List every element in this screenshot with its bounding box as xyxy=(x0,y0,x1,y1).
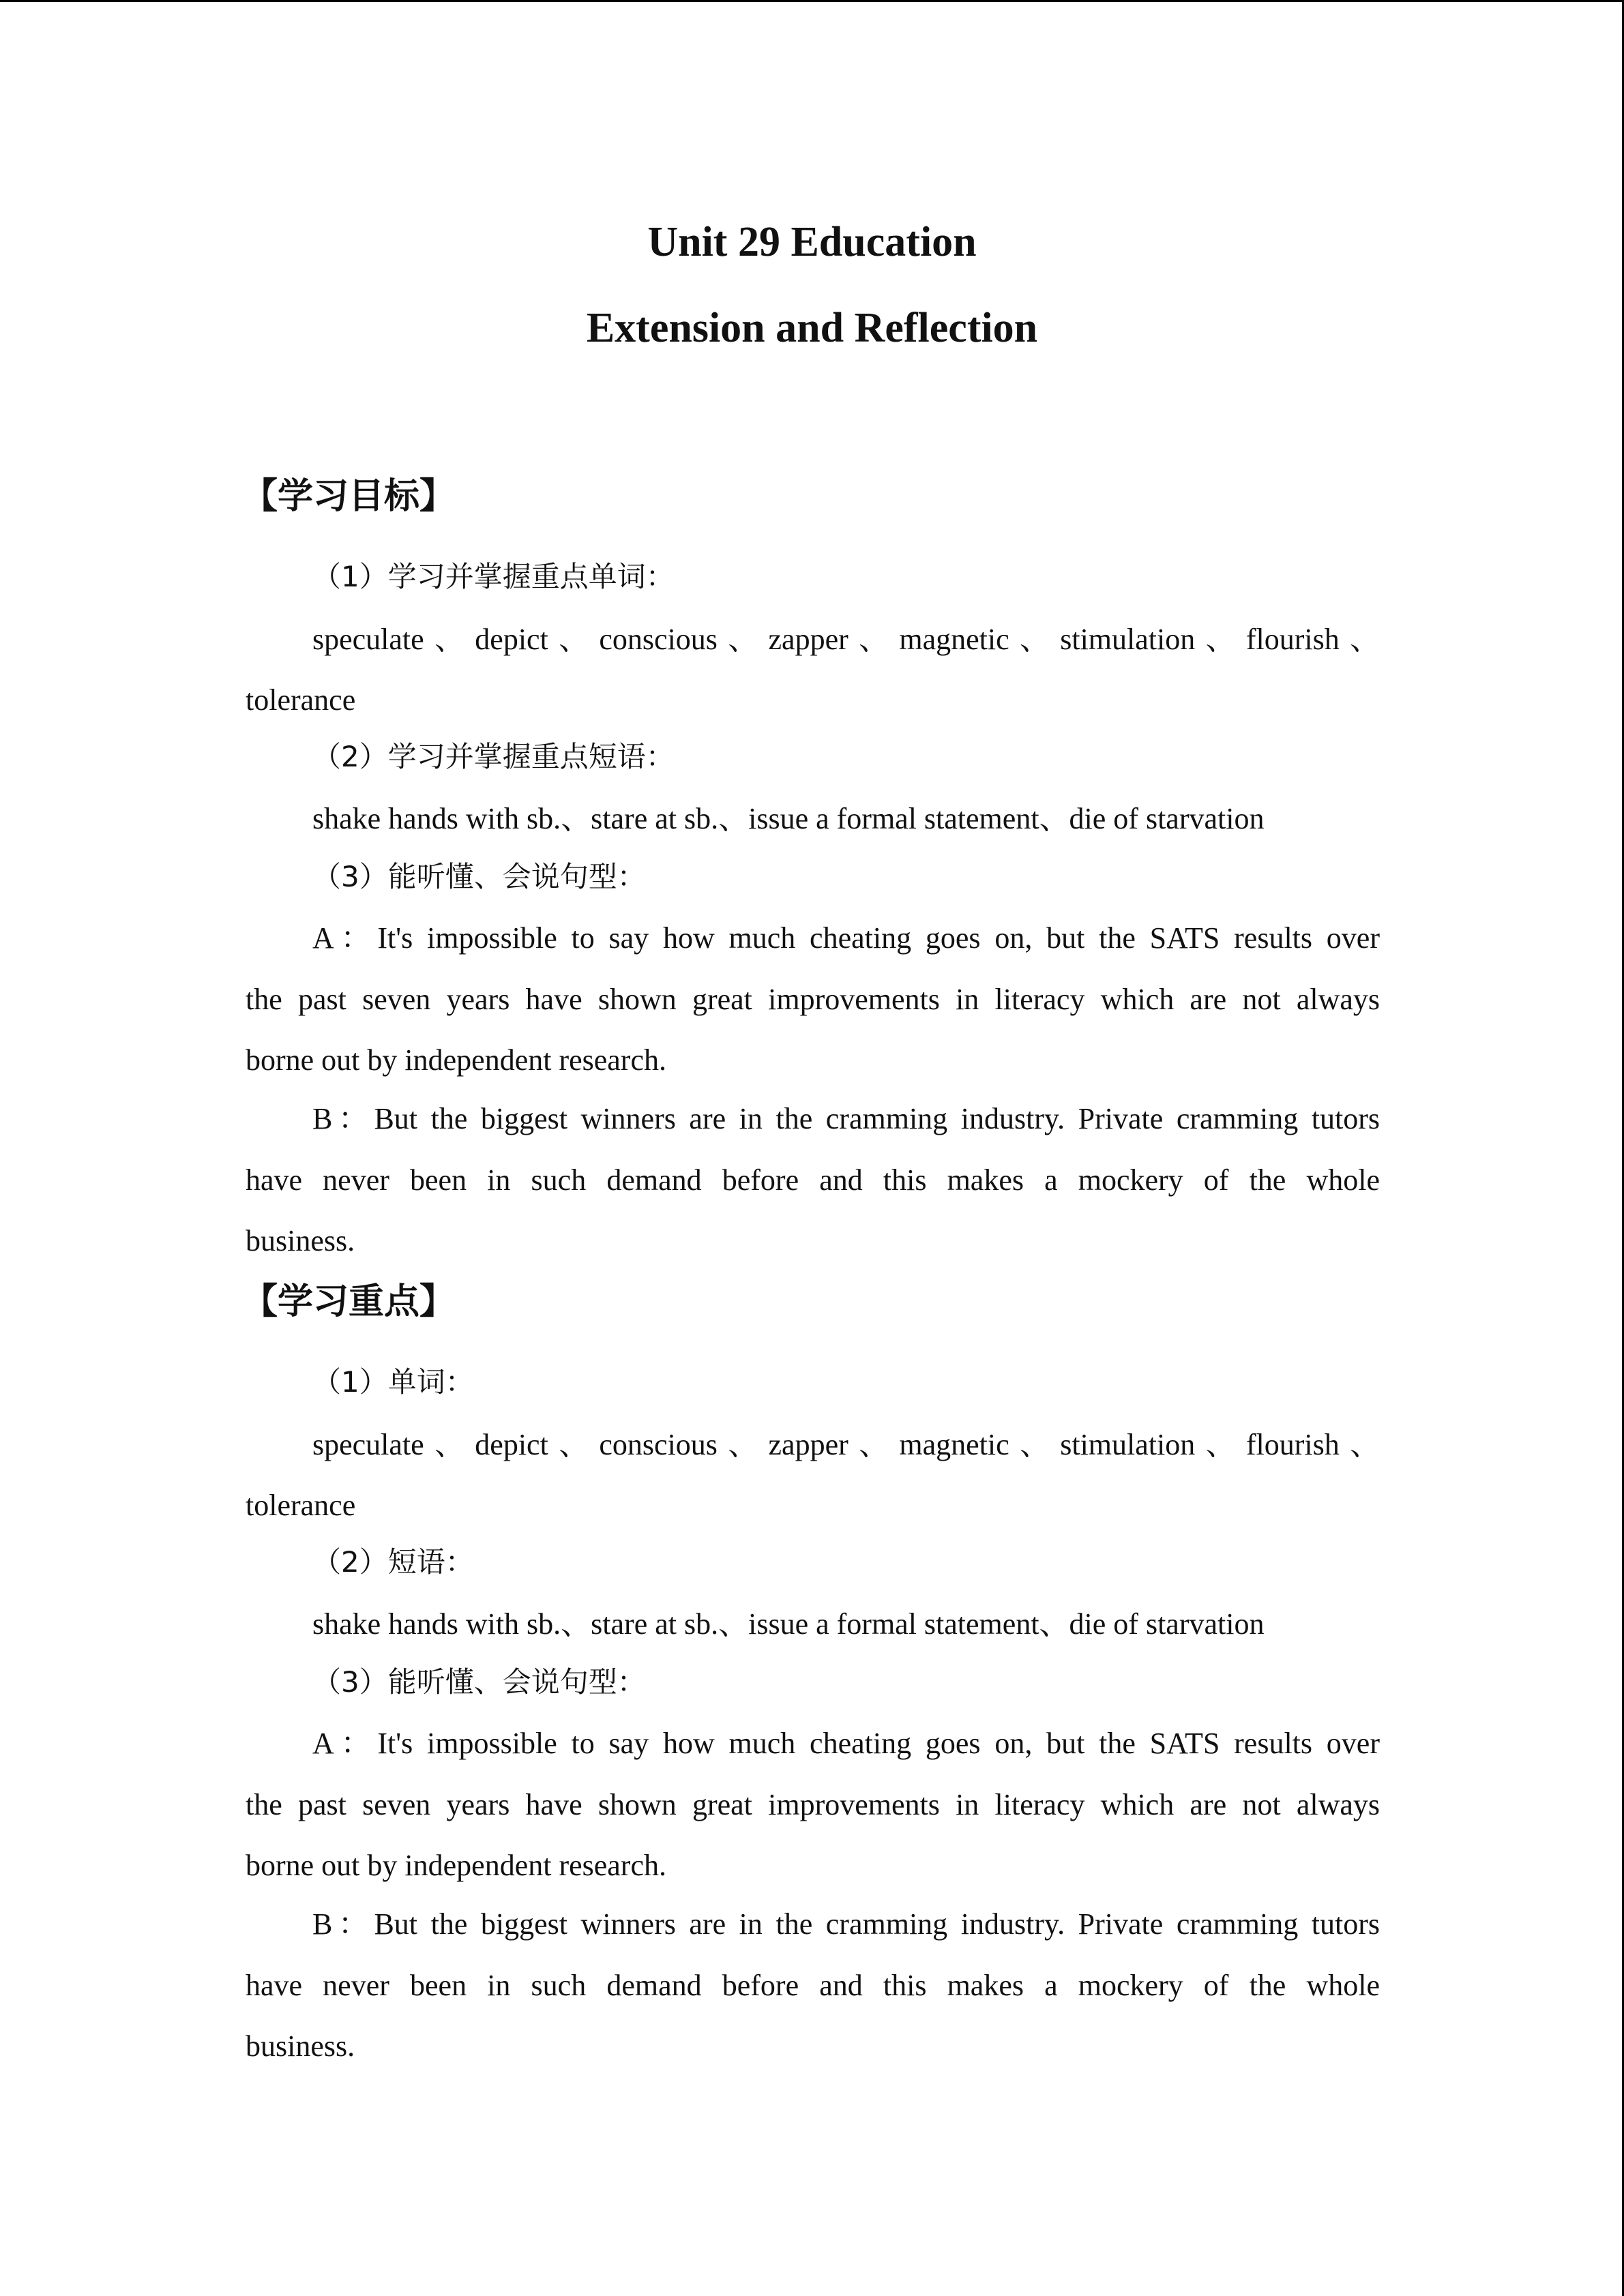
objectives-words-line1: speculate、depict、conscious、zapper、magnetic、stimulation、flourish、 xyxy=(312,623,1380,656)
objectives-phrases: shake hands with sb.、stare at sb.、issue a formal statement、die of starvation xyxy=(312,802,1265,835)
keypoints-sentence-a-line2: the past seven years have shown great improvements in literacy which are not always xyxy=(246,1788,1380,1821)
keypoints-sentence-b-line1: B：But the biggest winners are in the cramming industry. Private cramming tutors xyxy=(312,1907,1380,1941)
keypoints-sentence-a-line3: borne out by independent research. xyxy=(246,1849,666,1882)
objectives-sentence-a-line2: the past seven years have shown great improvements in literacy which are not always xyxy=(246,983,1380,1016)
keypoints-words-line2: tolerance xyxy=(246,1489,356,1522)
page-subtitle: Extension and Reflection xyxy=(586,305,1038,351)
objectives-sentence-b-line2: have never been in such demand before and this makes a mockery of the whole xyxy=(246,1163,1380,1197)
keypoints-item1-label: （1）单词： xyxy=(312,1365,474,1399)
keypoints-sentence-b-line3: business. xyxy=(246,2029,355,2063)
keypoints-words-line1: speculate、depict、conscious、zapper、magnetic、stimulation、flourish、 xyxy=(312,1428,1380,1461)
objectives-item1-label: （1）学习并掌握重点单词： xyxy=(312,560,675,593)
objectives-sentence-a-line3: borne out by independent research. xyxy=(246,1043,666,1077)
page-title: Unit 29 Education xyxy=(647,219,977,265)
section-heading-objectives: 【学习目标】 xyxy=(242,476,456,517)
objectives-sentence-a-line1: A：It's impossible to say how much cheating goes on, but the SATS results over xyxy=(312,921,1380,955)
keypoints-item2-label: （2）短语： xyxy=(312,1545,474,1579)
section-heading-key-points: 【学习重点】 xyxy=(242,1281,456,1322)
objectives-sentence-b-line3: business. xyxy=(246,1224,355,1257)
objectives-item3-label: （3）能听懂、会说句型： xyxy=(312,860,646,893)
objectives-item2-label: （2）学习并掌握重点短语： xyxy=(312,740,675,773)
keypoints-sentence-b-line2: have never been in such demand before and this makes a mockery of the whole xyxy=(246,1969,1380,2002)
keypoints-phrases: shake hands with sb.、stare at sb.、issue a formal statement、die of starvation xyxy=(312,1607,1265,1641)
objectives-words-line2: tolerance xyxy=(246,683,356,717)
keypoints-item3-label: （3）能听懂、会说句型： xyxy=(312,1665,646,1699)
keypoints-sentence-a-line1: A：It's impossible to say how much cheating goes on, but the SATS results over xyxy=(312,1727,1380,1760)
objectives-sentence-b-line1: B：But the biggest winners are in the cramming industry. Private cramming tutors xyxy=(312,1102,1380,1135)
